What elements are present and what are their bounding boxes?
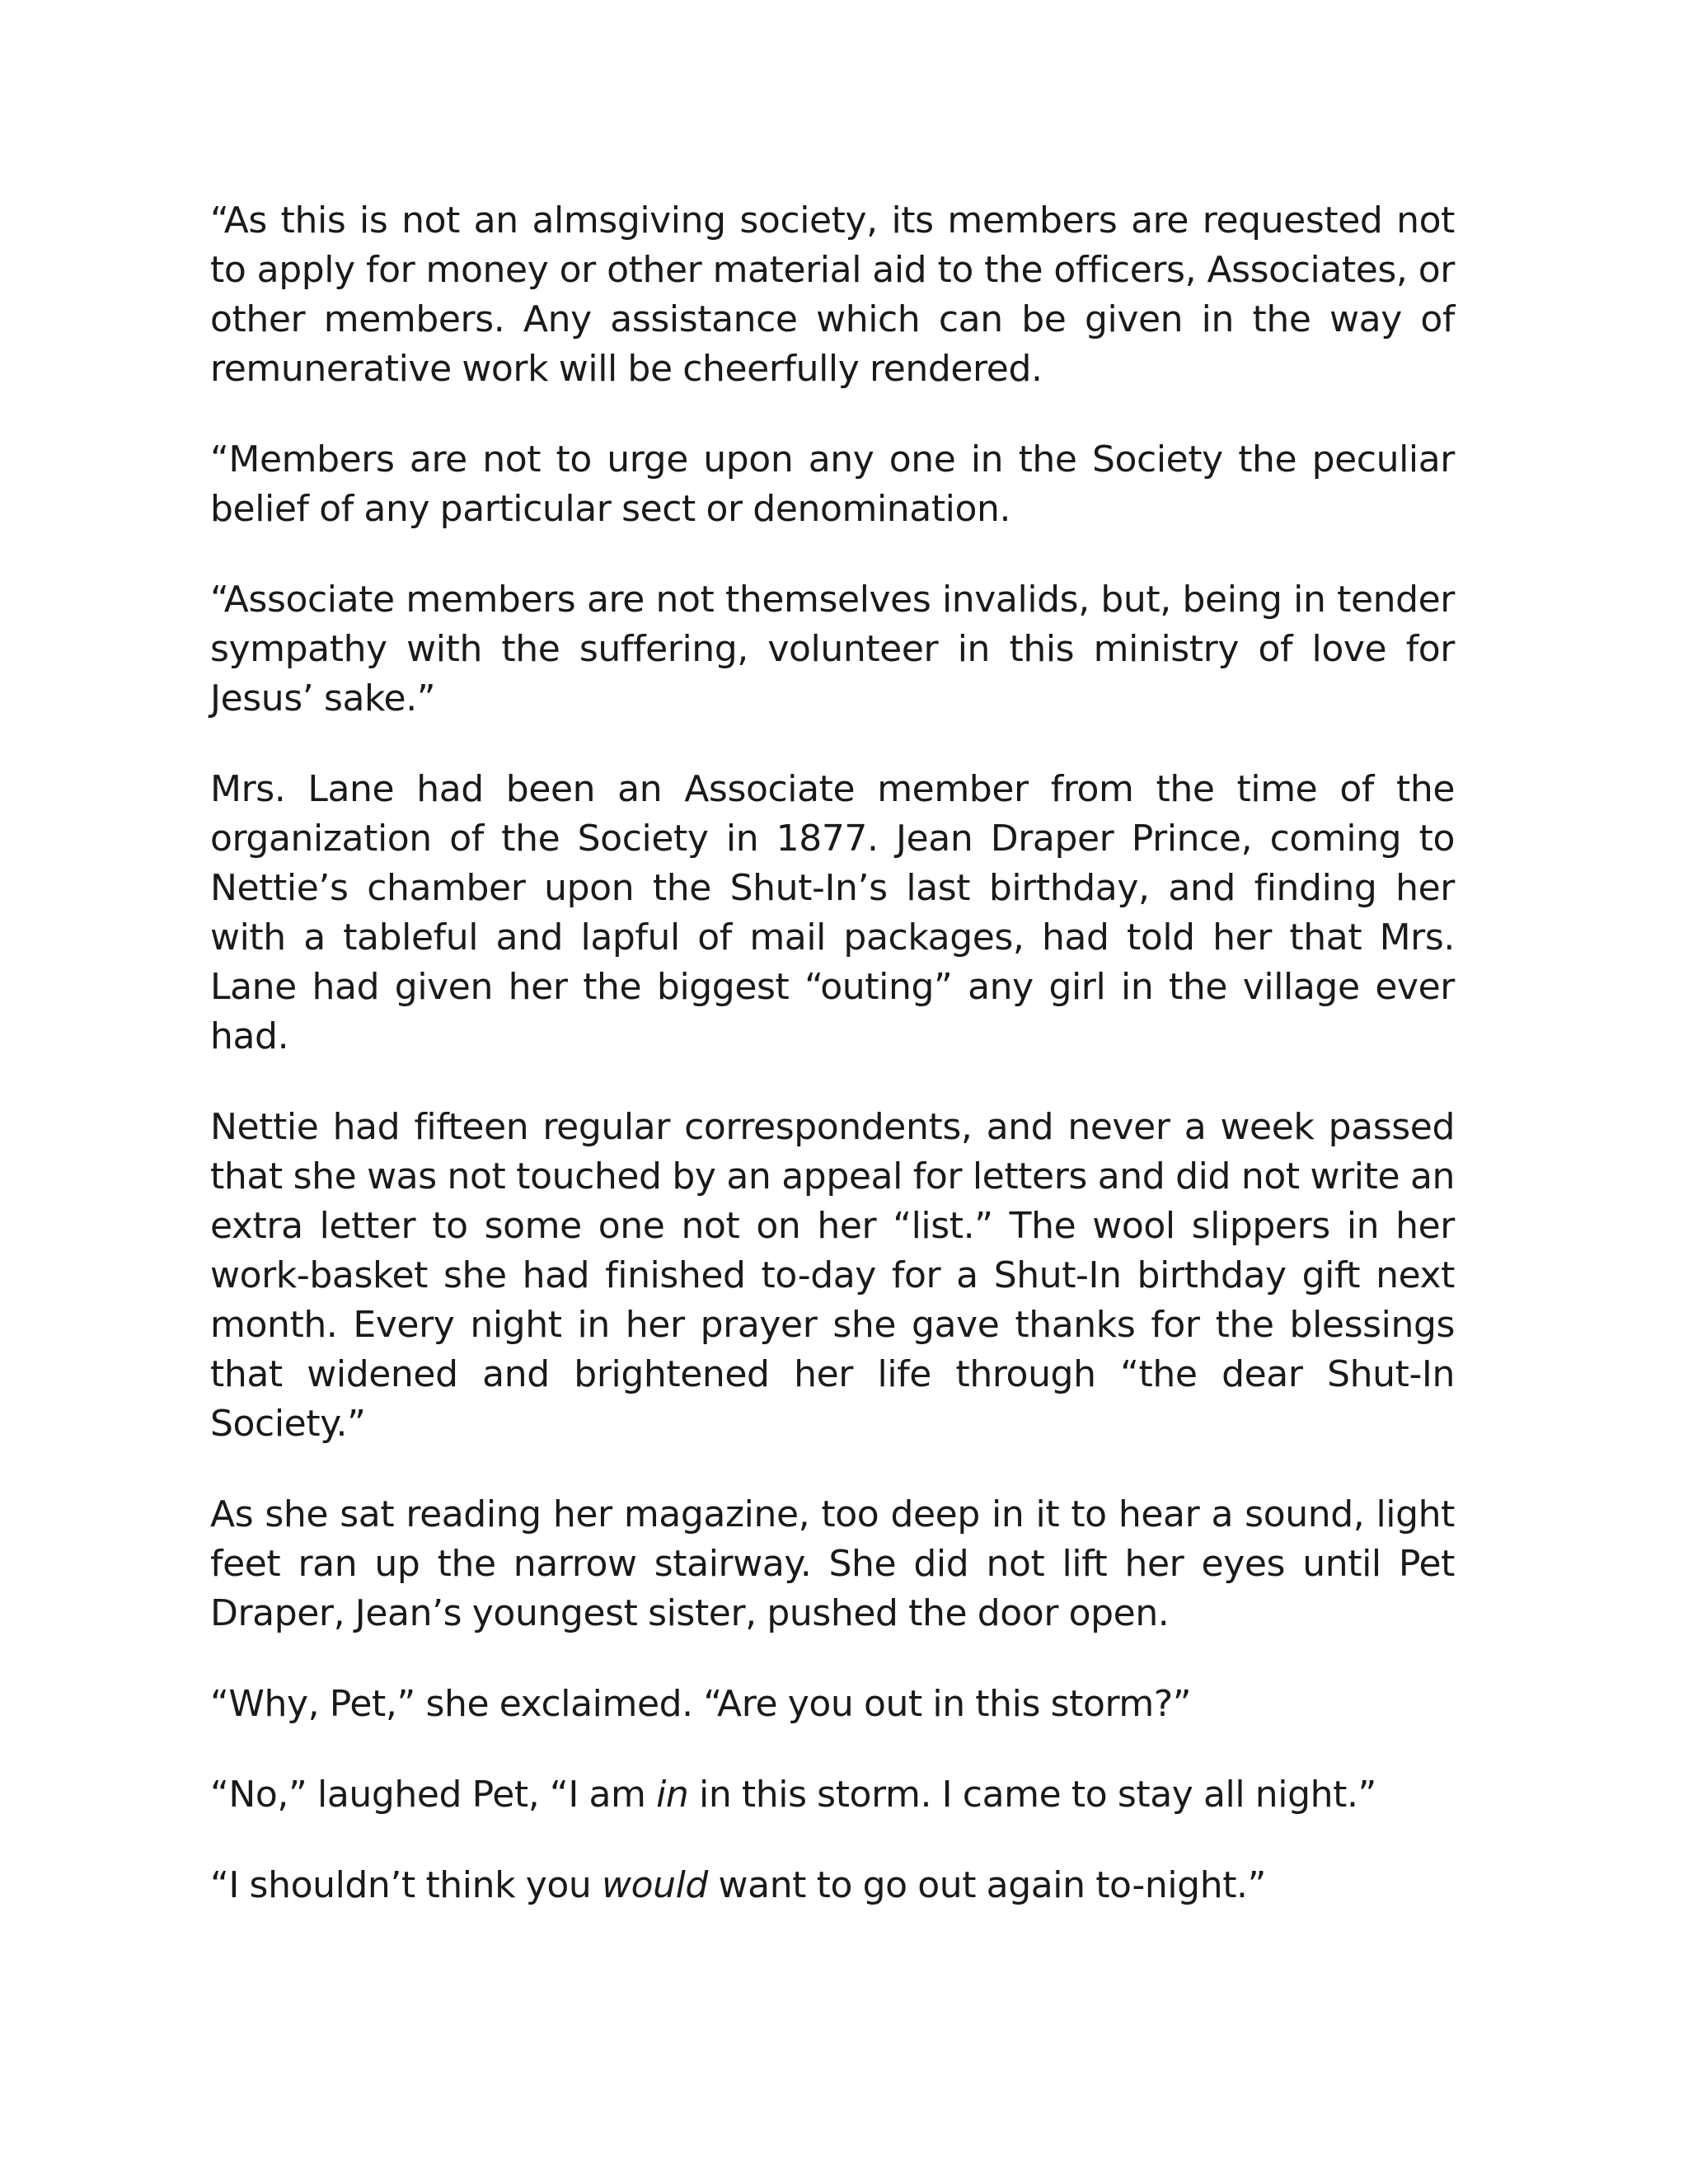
paragraph-why-pet: “Why, Pet,” she exclaimed. “Are you out in this storm?”	[210, 1683, 1192, 1725]
paragraph-mrs-lane: Mrs. Lane had been an Associate member from the time of the organization of the Society in 1877. Jean Draper Prince, coming to Nettie’s chamber upon the Shut-In’s last birthday, and finding her with a tableful and lapful of mail packages, had told her that Mrs. Lane had given her the biggest “outing” any girl in the village ever had.	[210, 768, 1455, 1057]
paragraph-reading-magazine: As she sat reading her magazine, too deep in it to hear a sound, light feet ran up the narrow stairway. She did not lift her eyes until Pet Draper, Jean’s youngest sister, pushed the door open.	[210, 1493, 1455, 1634]
text-segment: want to go out again to-night.”	[707, 1864, 1267, 1906]
paragraph-associate-members: “Associate members are not themselves invalids, but, being in tender sympathy with the suffering, volunteer in this ministry of love for Jesus’ sake.”	[210, 579, 1455, 719]
emphasis-text: in	[656, 1774, 689, 1816]
document-page	[210, 196, 1455, 1952]
paragraph-no-laughed-pet	[210, 1770, 1455, 1820]
text-segment: “I shouldn’t think you	[210, 1864, 602, 1906]
emphasis-text: would	[602, 1864, 708, 1906]
paragraph-members-sect: “Members are not to urge upon any one in the Society the peculiar belief of any particular sect or denomination.	[210, 438, 1455, 530]
paragraph-shouldnt-think	[210, 1861, 1455, 1910]
text-segment: in this storm. I came to stay all night.”	[688, 1774, 1376, 1816]
text-segment: “No,” laughed Pet, “I am	[210, 1774, 657, 1816]
paragraph-nettie-correspondents: Nettie had fifteen regular correspondents, and never a week passed that she was not touched by an appeal for letters and did not write an extra letter to some one not on her “list.” The wool slippers in her work-basket she had finished to-day for a Shut-In birthday gift next month. Every night in her prayer she gave thanks for the blessings that widened and brightened her life through “the dear Shut-In Society.”	[210, 1106, 1455, 1445]
paragraph-almsgiving: “As this is not an almsgiving society, its members are requested not to apply for money or other material aid to the officers, Associates, or other members. Any assistance which can be given in the way of remunerative work will be cheerfully rendered.	[210, 199, 1455, 390]
